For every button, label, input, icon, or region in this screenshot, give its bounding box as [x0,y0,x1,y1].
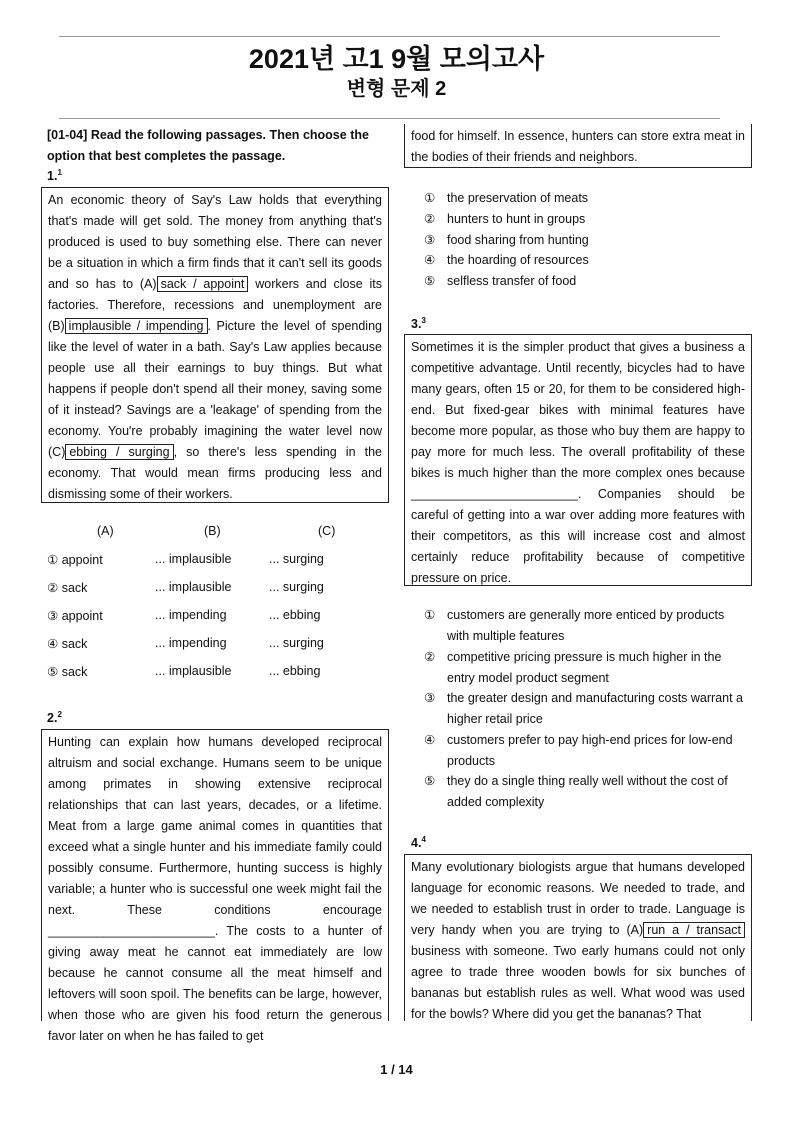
question-1-number [47,168,62,183]
option-number: ① [47,552,59,567]
option-b: ... implausible [155,552,232,566]
option-c: ... surging [269,552,324,566]
footnote-ref: 1 [57,168,62,177]
option-text: hunters to hunt in groups [447,212,586,226]
question-number: 3. [411,317,422,332]
choice-box-b: implausible / impending [65,318,208,334]
question-4-number [411,835,426,850]
question-2-passage-continued [404,124,752,168]
choice-box-c: ebbing / surging [65,444,173,460]
footnote-ref: 3 [421,316,426,325]
passage-text: Sometimes it is the simpler product that gives a business a competitive advantage. Until recently, bicycles had to have many gears, often 15 or 20, for them to be considered high-end. But fixed-gear bikes with minimal features have become more popular, as those who buy them are happy to pay more for much less. The overall profitability of these bikes is much higher than the more complex ones because ________________________. Companies should be careful of getting into a war over adding more features with their competitors, as this will increase cost and almost certainly reduce profitability because of competitive pressure on price. [411,340,745,585]
option-text: food sharing from hunting [447,233,589,247]
column-header-b: (B) [204,524,221,538]
q3-option[interactable] [424,730,744,772]
header-rule [59,118,720,119]
option-text: customers are generally more enticed by products with multiple features [447,608,725,643]
option-a: sack [61,636,88,651]
passage-text: , so there's less spending in the economy. That would mean firms producing less and dismissing some of their workers. [48,445,383,501]
option-text: the greater design and manufacturing costs warrant a higher retail price [447,691,744,726]
option-number: ⑤ [424,774,436,788]
option-b: ... impending [155,608,227,622]
option-text: competitive pricing pressure is much higher in the entry model product segment [447,650,722,685]
question-3-passage [404,334,752,586]
option-number: ④ [424,733,436,747]
option-text: customers prefer to pay high-end prices for low-end products [447,733,733,768]
option-text: they do a single thing really well without the cost of added complexity [447,774,728,809]
passage-text: workers and close its factories. Therefore, recessions and unemployment are (B) [48,277,382,333]
option-a: appoint [61,608,103,623]
option-a: sack [61,664,88,679]
choice-box-a: run a / transact [643,922,745,938]
option-text: the hoarding of resources [447,253,589,267]
option-text: the preservation of meats [447,191,589,205]
q3-option[interactable] [424,688,744,730]
question-number: 2. [47,711,58,726]
option-number: ② [424,212,436,226]
option-row[interactable] [47,601,347,629]
page-title: 2021년 고1 9월 모의고사 [248,44,545,74]
option-number: ③ [424,691,436,705]
option-c: ... surging [269,636,324,650]
top-rule [59,36,720,37]
q2-option[interactable] [424,188,744,209]
option-c: ... surging [269,580,324,594]
option-number: ④ [47,636,59,651]
page-number: 1 / 14 [380,1062,413,1077]
passage-text: Hunting can explain how humans developed reciprocal altruism and social exchange. Humans seem to be unique among primates in showing extensive reciprocal relationships that can last years, decades, or a lifetime. Meat from a large game animal comes in quantities that exceed what a single hunter and his immediate family could possibly consume. Furthermore, hunting success is highly variable; a hunter who is successful one week might fail the next. These conditions encourage ________________________. The costs to a hunter of giving away meat he cannot eat immediately are low because he cannot consume all the meat himself and leftovers will soon spoil. The benefits can be large, however, when those who are given his food return the generous favor later on when he has failed to get [48,735,382,1043]
column-header-c: (C) [318,524,336,538]
option-text: selfless transfer of food [447,274,577,288]
option-b: ... impending [155,636,227,650]
passage-text: Many evolutionary biologists argue that humans developed language for economic reasons. We needed to trade, and we needed to establish trust in order to trade. Language is very handy when you are trying to (A) [411,860,745,937]
options-header-row [47,517,347,545]
q3-option[interactable] [424,647,744,689]
option-a: appoint [61,552,103,567]
question-1-options [47,517,347,685]
question-2-passage [41,729,389,1043]
question-2-number [47,710,62,725]
footnote-ref: 2 [57,710,62,719]
option-number: ③ [47,608,59,623]
option-number: ② [424,650,436,664]
option-number: ③ [424,233,436,247]
column-header-a: (A) [97,524,114,538]
q2-option[interactable] [424,271,744,292]
passage-text: . Picture the level of spending like the level of water in a bath. Say's Law applies because people use all their earnings to buy things. But what happens if people don't spend all their money, saving some of it instead? Savings are a 'leakage' of spending from the economy. You're probably imagining the water level now (C) [48,319,382,459]
q2-option[interactable] [424,230,744,251]
option-c: ... ebbing [269,608,321,622]
option-number: ① [424,191,436,205]
question-number: 4. [411,836,422,851]
option-number: ⑤ [424,274,436,288]
question-1-passage [41,187,389,503]
question-3-number [411,316,426,331]
option-number: ⑤ [47,664,59,679]
q3-option[interactable] [424,771,744,813]
question-4-passage [404,854,752,1021]
option-b: ... implausible [155,580,232,594]
instructions: [01-04] Read the following passages. Then choose the option that best completes the passage. [47,128,369,163]
footnote-ref: 4 [421,835,426,844]
q2-option[interactable] [424,250,744,271]
option-row[interactable] [47,629,347,657]
passage-text: food for himself. In essence, hunters can store extra meat in the bodies of their friends and neighbors. [411,129,745,164]
passage-text: An economic theory of Say's Law holds that everything that's made will get sold. The money from anything that's produced is used to buy something else. There can never be a situation in which a firm finds that it can't sell its goods and so has to (A) [48,193,382,291]
q2-option[interactable] [424,209,744,230]
choice-box-a: sack / appoint [157,276,249,292]
page-subtitle: 변형 문제 2 [346,78,447,100]
q3-option[interactable] [424,605,744,647]
option-row[interactable] [47,545,347,573]
option-row[interactable] [47,657,347,685]
option-number: ④ [424,253,436,267]
option-row[interactable] [47,573,347,601]
passage-text: business with someone. Two early humans could not only agree to trade three wooden bowls for six bunches of bananas but establish rules as well. What wood was used for the bowls? Where did you get the bananas? That [411,944,745,1021]
option-c: ... ebbing [269,664,321,678]
question-number: 1. [47,169,58,184]
option-b: ... implausible [155,664,232,678]
option-a: sack [61,580,88,595]
option-number: ② [47,580,59,595]
option-number: ① [424,608,436,622]
